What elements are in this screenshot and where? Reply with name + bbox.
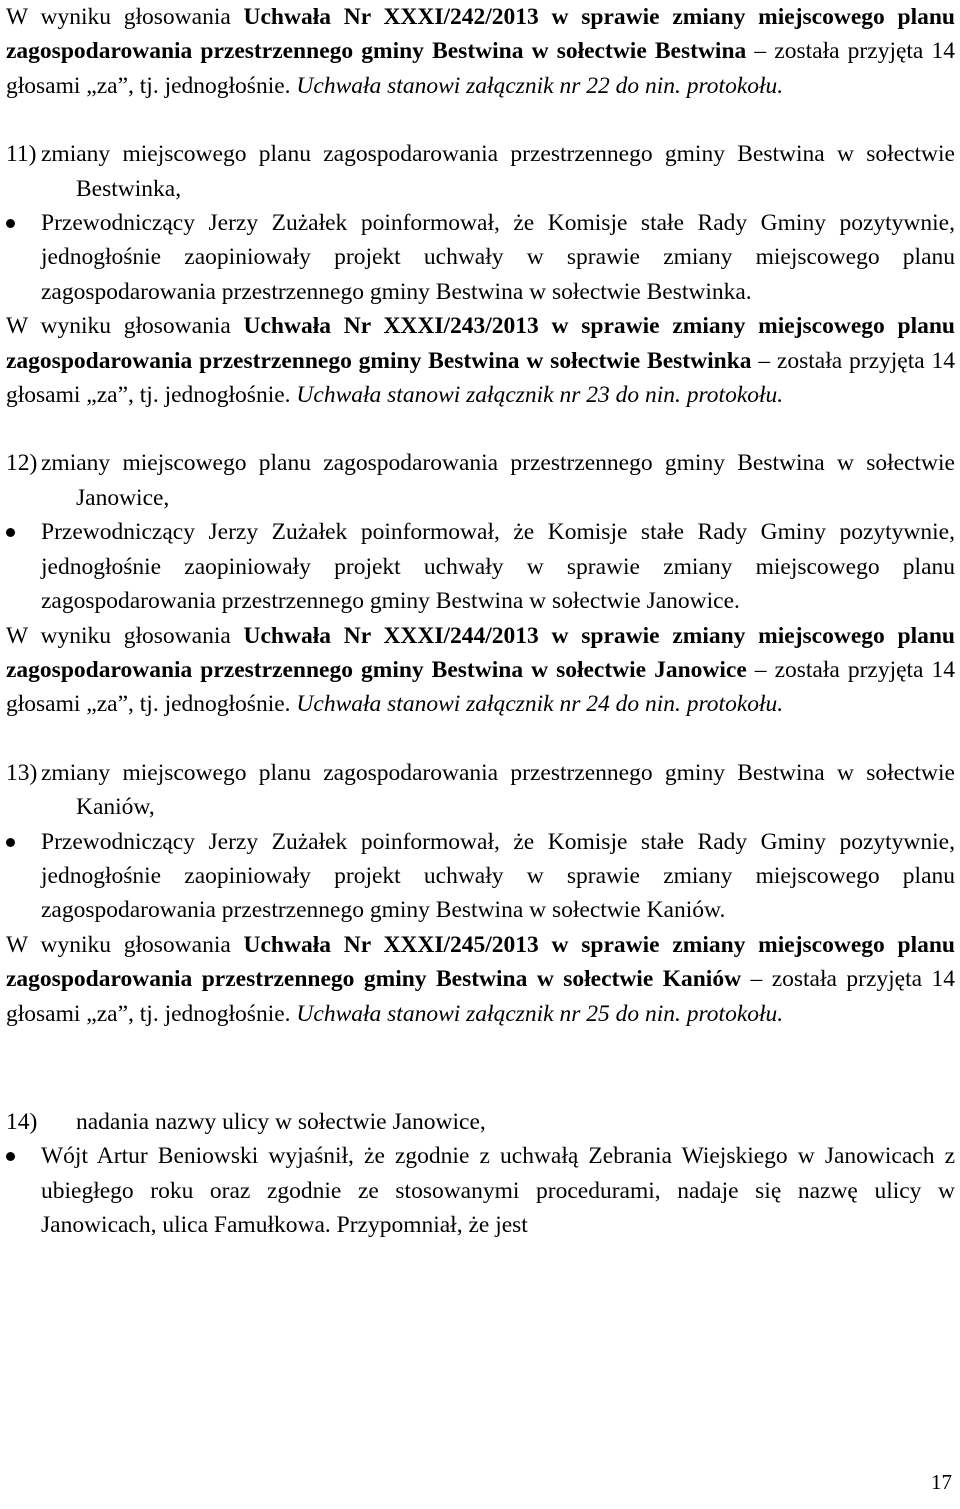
page-number: 17	[931, 1470, 952, 1494]
bullet-paragraph	[6, 1139, 955, 1242]
vote-result-text: – została przyjęta 14 głosami „za”, tj. jednogłośnie.	[6, 966, 955, 1027]
attachment-note: Uchwała stanowi załącznik nr 24 do nin. protokołu.	[296, 691, 784, 718]
agenda-item-title: zmiany miejscowego planu zagospodarowania przestrzennego gminy Bestwina w sołectwie Kaniów,	[41, 759, 955, 821]
bullet-text: Wójt Artur Beniowski wyjaśnił, że zgodnie z uchwałą Zebrania Wiejskiego w Janowicach z ubiegłego roku oraz zgodnie ze stosowanymi procedurami, nadaje się nazwę ulicy w Janowicach, ulica Famułkowa. Przypomniał, że jest	[41, 1143, 955, 1239]
agenda-item-number: 13)	[6, 759, 38, 786]
resolution-title: Uchwała Nr XXXI/244/2013 w sprawie zmiany miejscowego planu zagospodarowania przestrzennego gminy Bestwina w sołectwie Janowice	[6, 622, 955, 683]
resolution-title: Uchwała Nr XXXI/242/2013 w sprawie zmiany miejscowego planu zagospodarowania przestrzennego gminy Bestwina w sołectwie Bestwina	[6, 4, 955, 65]
bullet-text: Przewodniczący Jerzy Zużałek poinformował, że Komisje stałe Rady Gminy pozytywnie, jednogłośnie zaopiniowały projekt uchwały w sprawie zmiany miejscowego planu zagospodarowania przestrzennego gminy Bestwina w sołectwie Janowice.	[41, 519, 955, 615]
bullet-icon	[6, 838, 15, 847]
agenda-item-number: 11)	[6, 141, 37, 168]
resolution-title: Uchwała Nr XXXI/245/2013 w sprawie zmiany miejscowego planu zagospodarowania przestrzennego gminy Bestwina w sołectwie Kaniów	[6, 931, 955, 993]
document-page	[6, 0, 955, 1243]
agenda-item-11	[6, 137, 955, 206]
bullet-icon	[6, 528, 15, 537]
vote-result-paragraph	[6, 928, 955, 1031]
agenda-item-number: 14)	[6, 1108, 38, 1135]
vote-result-text: – została przyjęta 14 głosami „za”, tj. jednogłośnie.	[6, 656, 955, 718]
vote-result-paragraph	[6, 619, 955, 722]
vote-result-text: – została przyjęta 14 głosami „za”, tj. jednogłośnie.	[6, 38, 955, 99]
bullet-paragraph	[6, 825, 955, 928]
bullet-text: Przewodniczący Jerzy Zużałek poinformował, że Komisje stałe Rady Gminy pozytywnie, jednogłośnie zaopiniowały projekt uchwały w sprawie zmiany miejscowego planu zagospodarowania przestrzennego gminy Bestwina w sołectwie Bestwinka.	[41, 210, 955, 305]
agenda-item-title: zmiany miejscowego planu zagospodarowania przestrzennego gminy Bestwina w sołectwie Bestwinka,	[41, 141, 955, 202]
agenda-item-13	[6, 756, 955, 825]
agenda-item-12	[6, 446, 955, 515]
bullet-paragraph	[6, 515, 955, 618]
vote-result-lead: W wyniku głosowania	[6, 4, 244, 30]
vote-result-lead: W wyniku głosowania	[6, 313, 244, 340]
resolution-title: Uchwała Nr XXXI/243/2013 w sprawie zmiany miejscowego planu zagospodarowania przestrzennego gminy Bestwina w sołectwie Bestwinka	[6, 313, 955, 374]
vote-result-paragraph	[6, 0, 955, 103]
bullet-icon	[6, 1152, 15, 1161]
vote-result-lead: W wyniku głosowania	[6, 931, 244, 958]
agenda-item-number: 12)	[6, 450, 38, 477]
agenda-item-14	[6, 1105, 955, 1139]
attachment-note: Uchwała stanowi załącznik nr 22 do nin. protokołu.	[296, 72, 784, 99]
vote-result-lead: W wyniku głosowania	[6, 622, 244, 649]
attachment-note: Uchwała stanowi załącznik nr 23 do nin. protokołu.	[296, 382, 784, 409]
vote-result-paragraph	[6, 309, 955, 412]
bullet-icon	[6, 219, 15, 228]
attachment-note: Uchwała stanowi załącznik nr 25 do nin. protokołu.	[296, 1000, 784, 1027]
agenda-item-title: zmiany miejscowego planu zagospodarowania przestrzennego gminy Bestwina w sołectwie Janowice,	[41, 450, 955, 511]
bullet-paragraph	[6, 206, 955, 309]
vote-result-text: – została przyjęta 14 głosami „za”, tj. jednogłośnie.	[6, 347, 956, 409]
agenda-item-title: nadania nazwy ulicy w sołectwie Janowice,	[76, 1108, 486, 1135]
bullet-text: Przewodniczący Jerzy Zużałek poinformował, że Komisje stałe Rady Gminy pozytywnie, jednogłośnie zaopiniowały projekt uchwały w sprawie zmiany miejscowego planu zagospodarowania przestrzennego gminy Bestwina w sołectwie Kaniów.	[41, 828, 955, 924]
